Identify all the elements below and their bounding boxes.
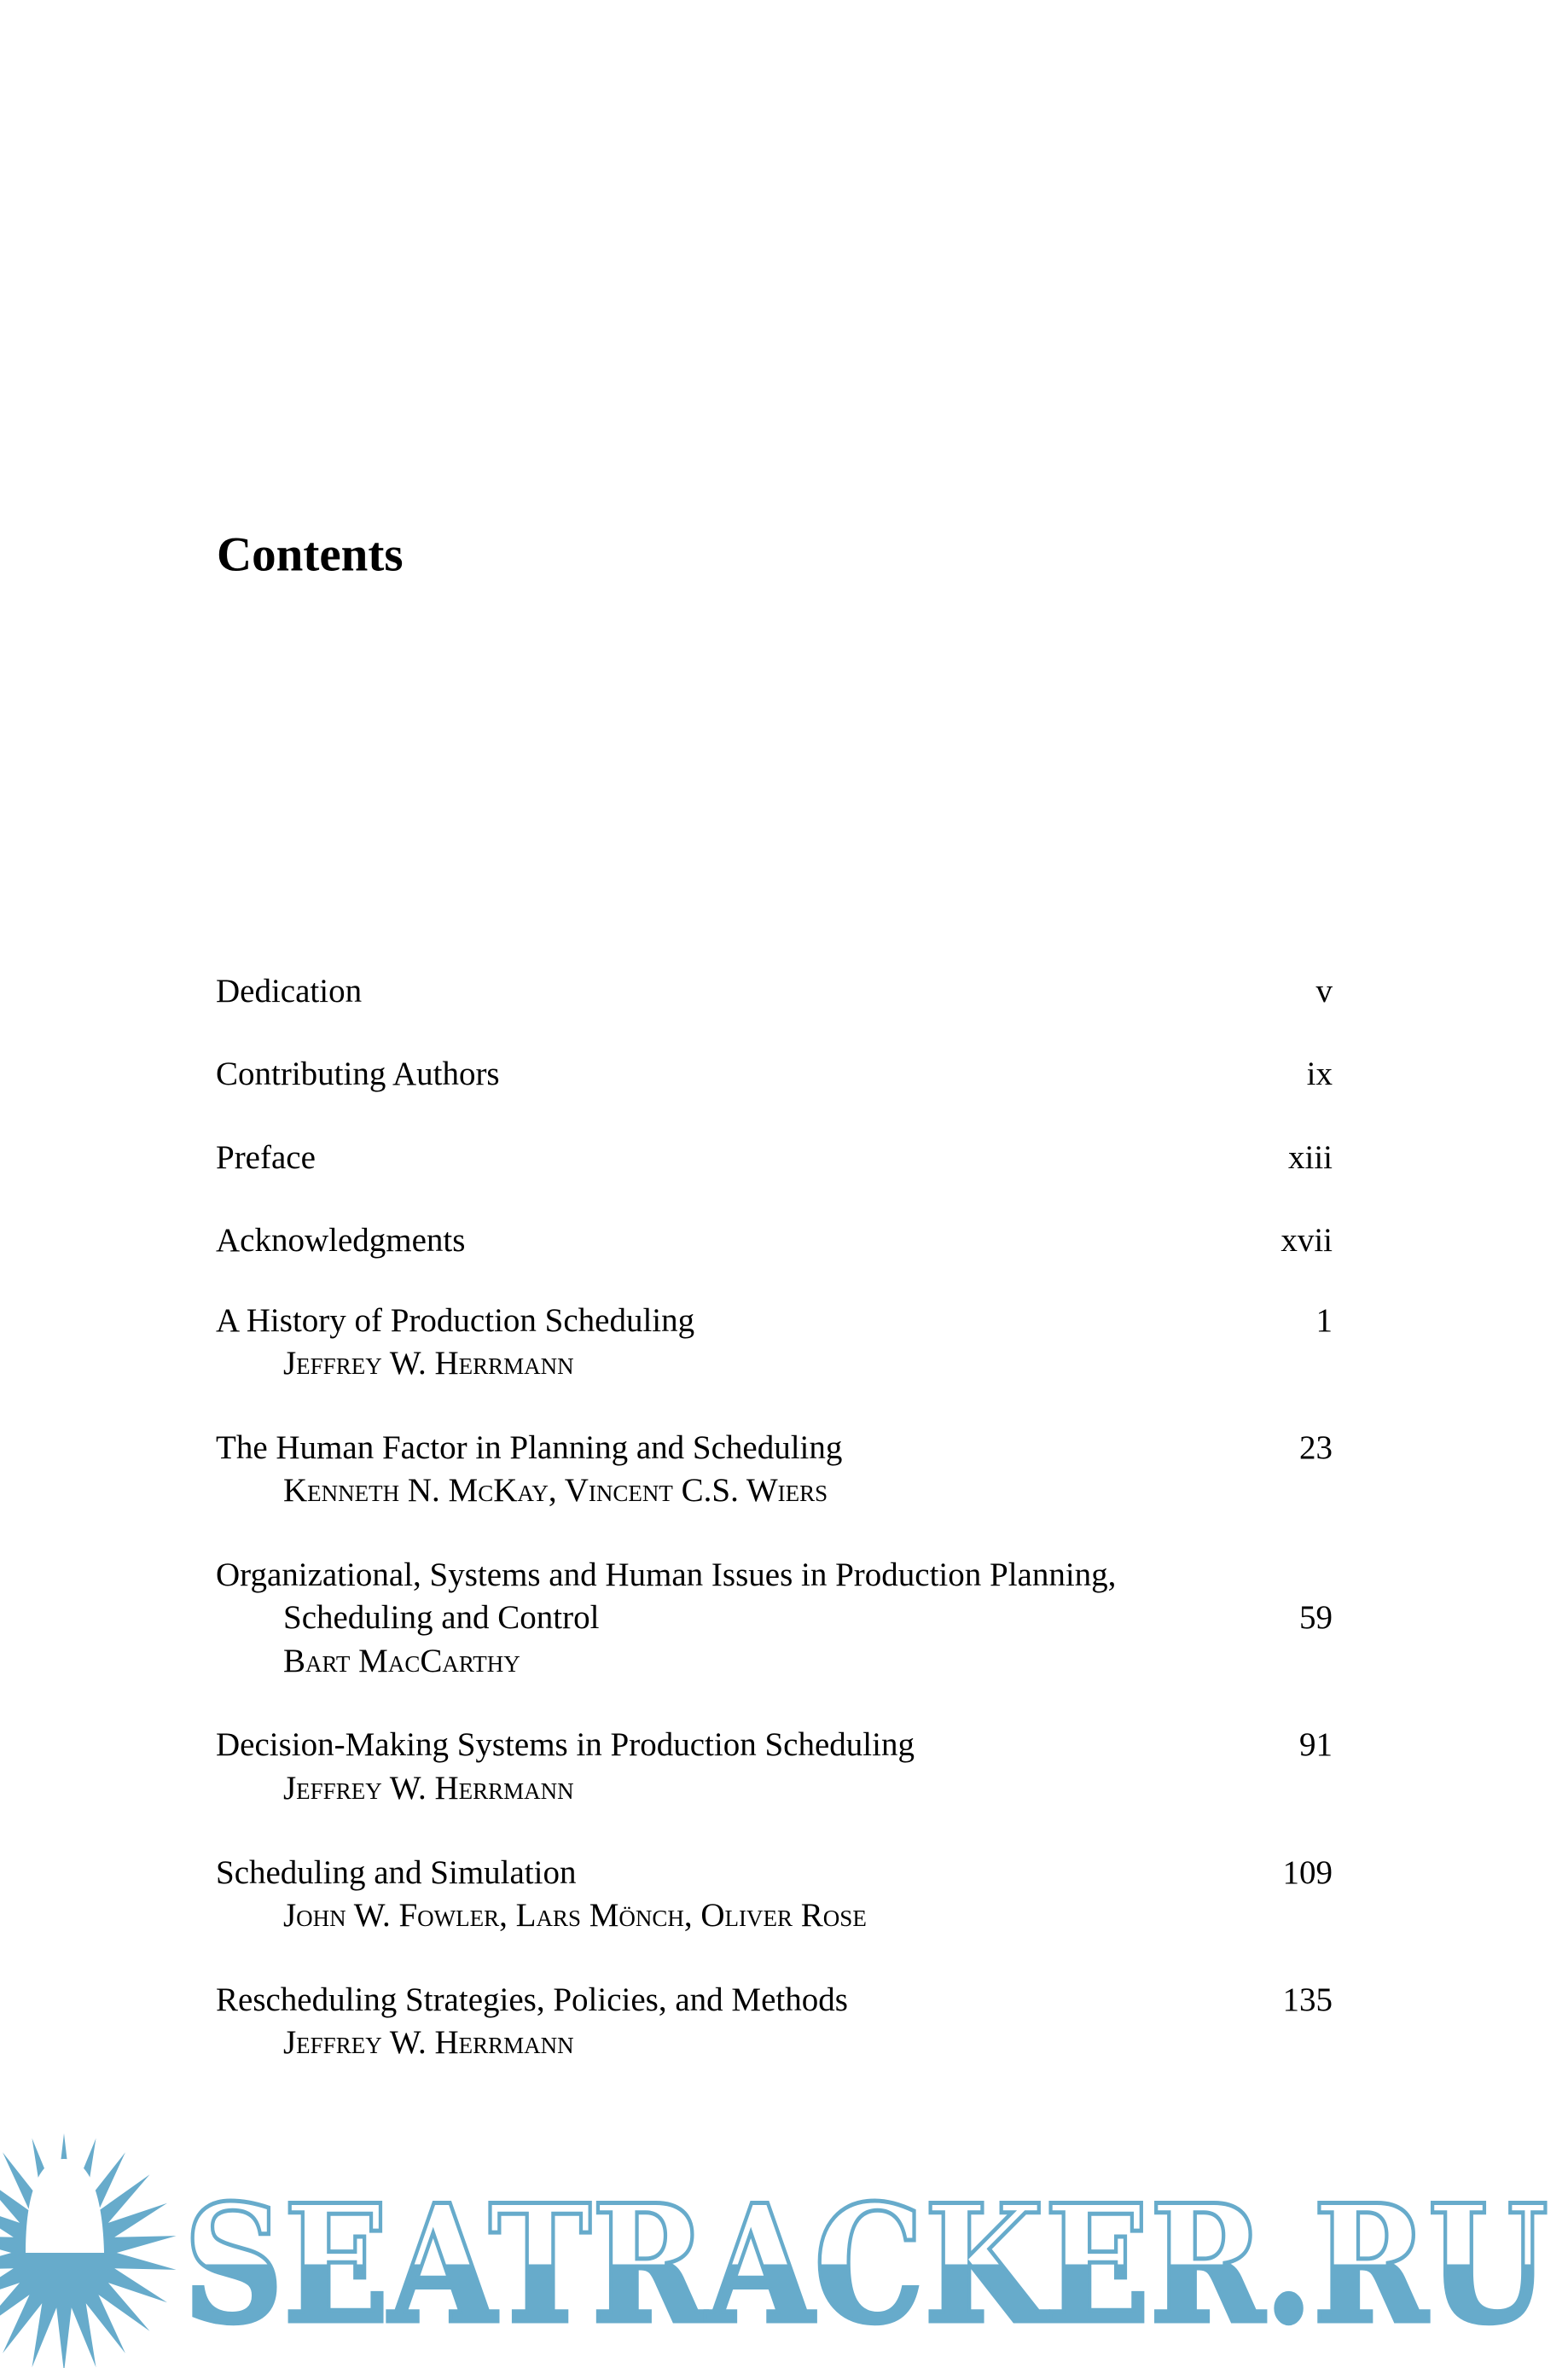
entry-authors: John W. Fowler, Lars Mönch, Oliver Rose (283, 1897, 867, 1934)
sun-dome (26, 2159, 104, 2253)
entry-authors: Kenneth N. McKay, Vincent C.S. Wiers (283, 1472, 828, 1509)
entry-title: Rescheduling Strategies, Policies, and Methods (216, 1981, 848, 2018)
entry-page: 1 (1315, 1302, 1333, 1339)
entry-page: xiii (1287, 1139, 1333, 1176)
entry-page: 91 (1299, 1726, 1333, 1763)
entry-title-continued: Scheduling and Control (283, 1599, 600, 1636)
entry-page: v (1315, 973, 1333, 1009)
sun-icon (0, 2125, 177, 2368)
entry-page: 59 (1299, 1599, 1333, 1636)
entry-title: The Human Factor in Planning and Scheduling (216, 1429, 843, 1466)
entry-title: Decision-Making Systems in Production Scheduling (216, 1726, 915, 1763)
entry-authors: Bart MacCarthy (283, 1643, 520, 1679)
entry-title: Organizational, Systems and Human Issues in Production Planning, (216, 1556, 1117, 1593)
entry-page: xvii (1281, 1222, 1333, 1259)
entry-title: Contributing Authors (216, 1056, 500, 1092)
entry-authors: Jeffrey W. Herrmann (283, 1770, 574, 1807)
entry-title: A History of Production Scheduling (216, 1302, 695, 1339)
entry-authors: Jeffrey W. Herrmann (283, 1345, 574, 1382)
entry-page: 109 (1282, 1854, 1333, 1891)
page-title: Contents (217, 527, 404, 582)
entry-page: ix (1306, 1056, 1333, 1092)
watermark-text: SEATRACKER.RU (183, 2169, 1548, 2359)
entry-page: 23 (1299, 1429, 1333, 1466)
watermark (0, 2125, 1568, 2368)
entry-title: Dedication (216, 973, 363, 1009)
entry-title: Scheduling and Simulation (216, 1854, 577, 1891)
entry-title: Preface (216, 1139, 316, 1176)
entry-authors: Jeffrey W. Herrmann (283, 2024, 574, 2061)
entry-title: Acknowledgments (216, 1222, 466, 1259)
entry-page: 135 (1282, 1981, 1333, 2018)
